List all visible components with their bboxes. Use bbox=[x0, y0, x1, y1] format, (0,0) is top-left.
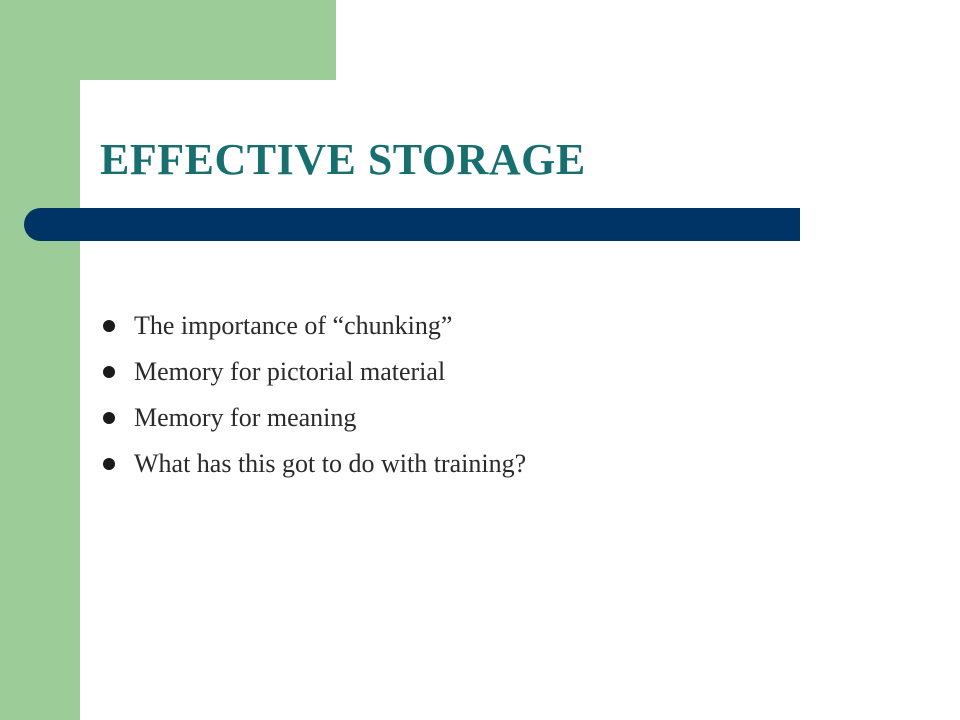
bullet-item bbox=[100, 304, 526, 350]
title-underline-bar bbox=[24, 208, 800, 241]
bullet-text: Memory for meaning bbox=[134, 403, 357, 432]
bullet-point-icon bbox=[103, 412, 115, 424]
green-sidebar-decoration bbox=[0, 0, 80, 720]
bullet-list bbox=[100, 304, 526, 488]
rounded-corner-decoration bbox=[80, 80, 120, 120]
bullet-item bbox=[100, 396, 526, 442]
bullet-text: The importance of “chunking” bbox=[134, 311, 453, 340]
bullet-point-icon bbox=[103, 320, 115, 332]
slide-title: EFFECTIVE STORAGE bbox=[100, 135, 586, 184]
bullet-text: What has this got to do with training? bbox=[134, 449, 527, 478]
green-top-decoration bbox=[80, 0, 336, 80]
bullet-text: Memory for pictorial material bbox=[134, 357, 446, 386]
bullet-point-icon bbox=[103, 366, 115, 378]
bullet-point-icon bbox=[103, 458, 115, 470]
bullet-item bbox=[100, 350, 526, 396]
bullet-item bbox=[100, 442, 526, 488]
